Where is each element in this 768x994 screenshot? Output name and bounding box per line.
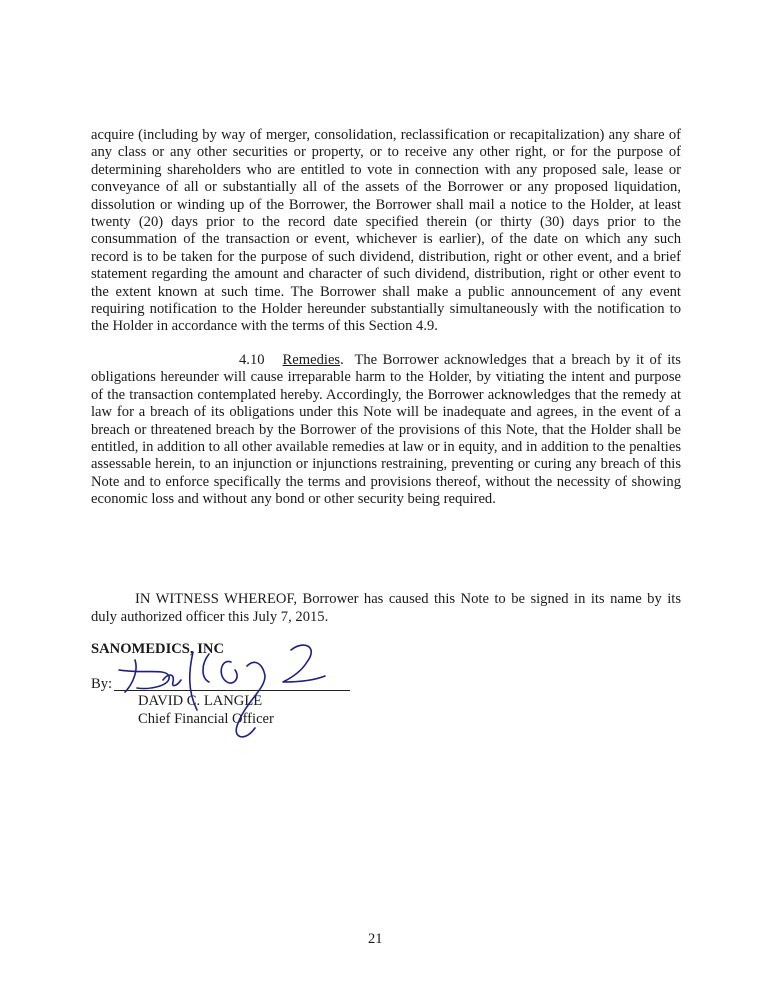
section-body: The Borrower acknowledges that a breach by it of its obligations hereunder will cause irreparable harm to the Holder, by vitiating the intent and purpose of the transaction contemplated hereby. Accordingly, the Borrower acknowledges that the remedy at law for a breach of its obligations under this Note will be inadequate and agrees, in the event of a breach or threatened breach by the Borrower of the provisions of this Note, that the Holder shall be entitled, in addition to all other available remedies at law or in equity, and in addition to the penalties assessable herein, to an injunction or injunctions restraining, preventing or curing any breach of this Note and to enforce specifically the terms and provisions thereof, without the necessity of showing economic loss and without any bond or other security being required. (91, 352, 681, 508)
page-number: 21 (368, 931, 383, 947)
witness-clause (91, 590, 681, 626)
signer-name: DAVID C. LANGLE (138, 693, 263, 709)
paragraph-notice: acquire (including by way of merger, consolidation, reclassification or recapitalization) any share of any class or any other securities or property, or to receive any other right, or for the purpose of determining shareholders who are entitled to vote in connection with any proposed sale, lease or conveyance of all or substantially all of the assets of the Borrower or any proposed liquidation, dissolution or winding up of the Borrower, the Borrower shall mail a notice to the Holder, at least twenty (20) days prior to the record date specified therein (or thirty (30) days prior to the consummation of the transaction or event, whichever is earlier), of the date on which any such record is to be taken for the purpose of such dividend, distribution, right or other event, and a brief statement regarding the amount and character of such dividend, distribution, right or other event to the extent known at such time. The Borrower shall make a public announcement of any event requiring notification to the Holder hereunder substantially simultaneously with the notification to the Holder in accordance with the terms of this Section 4.9. (91, 127, 681, 335)
company-name: SANOMEDICS, INC (91, 641, 224, 657)
witness-text: IN WITNESS WHEREOF, Borrower has caused this Note to be signed in its name by its duly authorized officer this July 7, 2015. (91, 591, 681, 625)
section-heading-punct: . (340, 352, 344, 368)
by-label: By: (91, 676, 113, 692)
section-4-10-remedies (91, 352, 681, 509)
section-heading: Remedies (282, 352, 341, 368)
signer-title: Chief Financial Officer (138, 711, 274, 727)
handwritten-signature (105, 630, 335, 750)
section-number: 4.10 (239, 352, 265, 368)
